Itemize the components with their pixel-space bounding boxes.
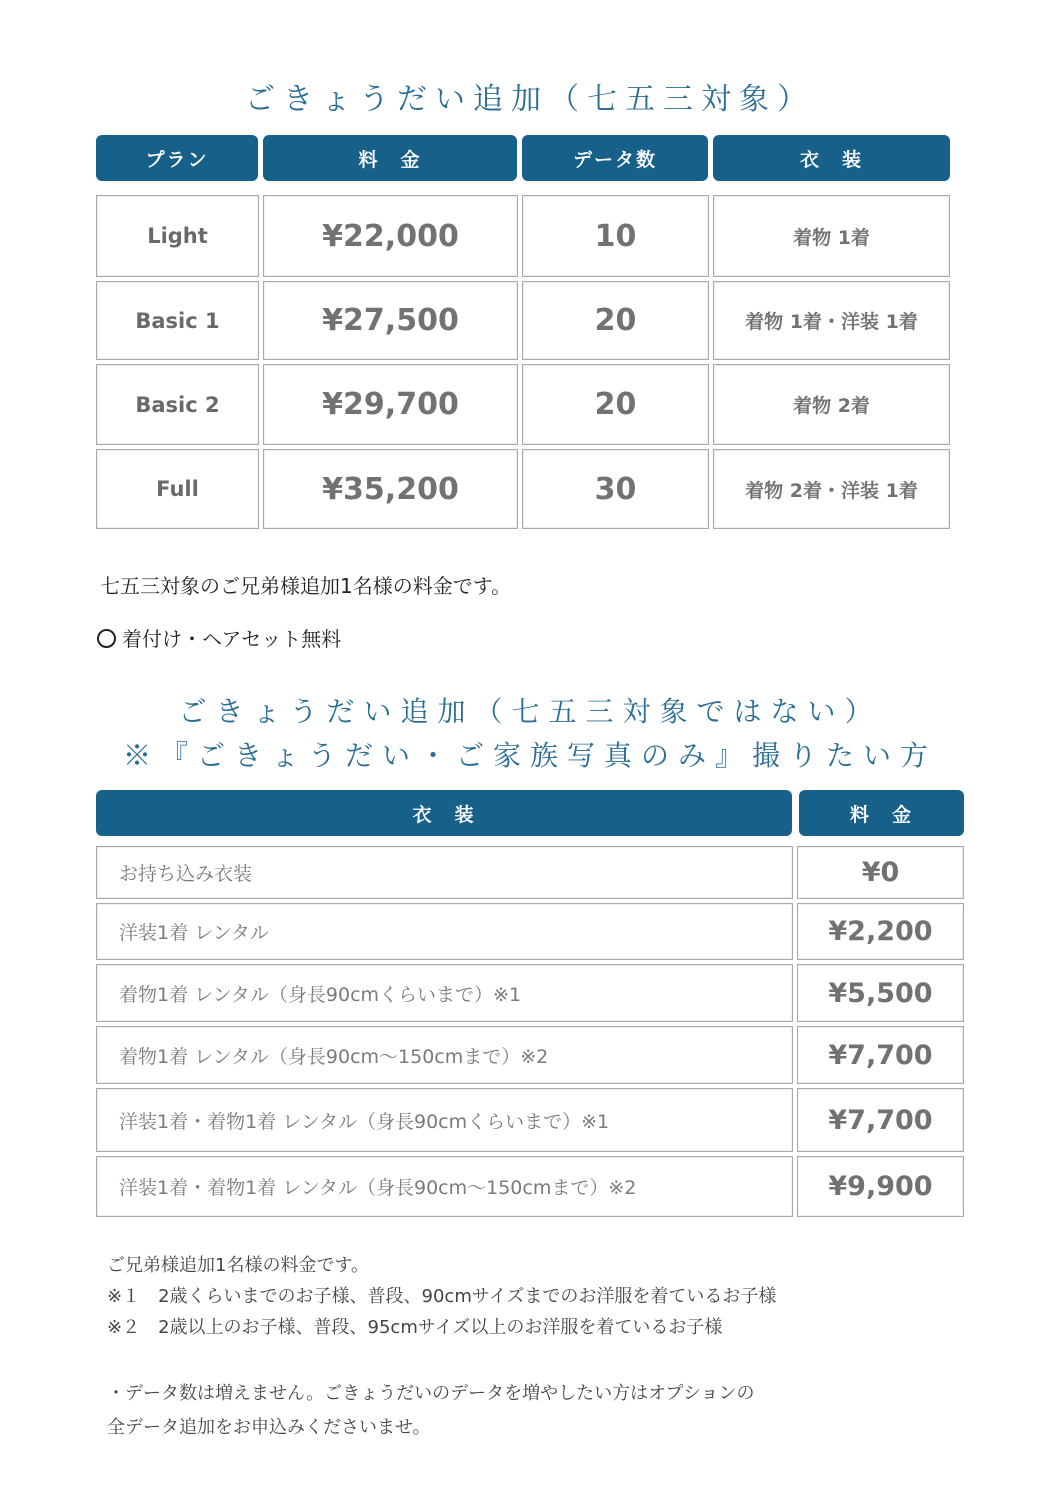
footnote-line: ご兄弟様追加1名様の料金です。: [107, 1255, 370, 1276]
free-service-note: [97, 623, 341, 652]
header-data-count: データ数: [522, 135, 708, 181]
section1-title: ごきょうだい追加（七五三対象）: [245, 82, 815, 117]
price-cell: ¥29,700: [263, 364, 518, 445]
fee-cell: ¥9,900: [797, 1156, 964, 1217]
costume-item-cell: 洋装1着・着物1着 レンタル（身長90cm～150cmまで）※2: [96, 1156, 793, 1217]
free-service-text: 着付け・ヘアセット無料: [122, 627, 342, 651]
price-cell: ¥27,500: [263, 281, 518, 360]
costume-item-cell: 洋装1着 レンタル: [96, 903, 793, 960]
fee-cell: ¥5,500: [797, 964, 964, 1022]
costume-item-cell: 洋装1着・着物1着 レンタル（身長90cmくらいまで）※1: [96, 1088, 793, 1152]
costume-item-cell: お持ち込み衣装: [96, 846, 793, 899]
section2-title: ごきょうだい追加（七五三対象ではない）: [178, 695, 882, 728]
fee-cell: ¥7,700: [797, 1088, 964, 1152]
footnote-line: ※２ 2歳以上のお子様、普段、95cmサイズ以上のお洋服を着ているお子様: [107, 1317, 723, 1338]
data-count-cell: 10: [522, 195, 709, 277]
circle-icon: [97, 629, 116, 648]
costume-cell: 着物 2着・洋装 1着: [713, 449, 950, 529]
data-count-cell: 20: [522, 281, 709, 360]
data-count-cell: 20: [522, 364, 709, 445]
header-fee: 料 金: [799, 790, 964, 836]
remark-line: 全データ追加をお申込みくださいませ。: [107, 1417, 431, 1438]
data-count-cell: 30: [522, 449, 709, 529]
fee-cell: ¥7,700: [797, 1026, 964, 1084]
fee-cell: ¥2,200: [797, 903, 964, 960]
costume-cell: 着物 1着・洋装 1着: [713, 281, 950, 360]
price-cell: ¥35,200: [263, 449, 518, 529]
section2-subtitle: ※『ごきょうだい・ご家族写真のみ』撮りたい方: [122, 739, 937, 772]
footnote-line: ※１ 2歳くらいまでのお子様、普段、90cmサイズまでのお洋服を着ているお子様: [107, 1286, 777, 1307]
header-costume: 衣 装: [713, 135, 950, 181]
header-costume: 衣 装: [96, 790, 792, 836]
plan-cell: Full: [96, 449, 259, 529]
section1-note: 七五三対象のご兄弟様追加1名様の料金です。: [100, 574, 512, 598]
remark-line: ・データ数は増えません。ごきょうだいのデータを増やしたい方はオプションの: [107, 1383, 755, 1404]
header-price: 料 金: [263, 135, 517, 181]
fee-cell: ¥0: [797, 846, 964, 899]
header-plan: プラン: [96, 135, 258, 181]
costume-item-cell: 着物1着 レンタル（身長90cmくらいまで）※1: [96, 964, 793, 1022]
costume-cell: 着物 1着: [713, 195, 950, 277]
plan-cell: Light: [96, 195, 259, 277]
plan-cell: Basic 2: [96, 364, 259, 445]
plan-cell: Basic 1: [96, 281, 259, 360]
costume-cell: 着物 2着: [713, 364, 950, 445]
price-cell: ¥22,000: [263, 195, 518, 277]
costume-item-cell: 着物1着 レンタル（身長90cm～150cmまで）※2: [96, 1026, 793, 1084]
